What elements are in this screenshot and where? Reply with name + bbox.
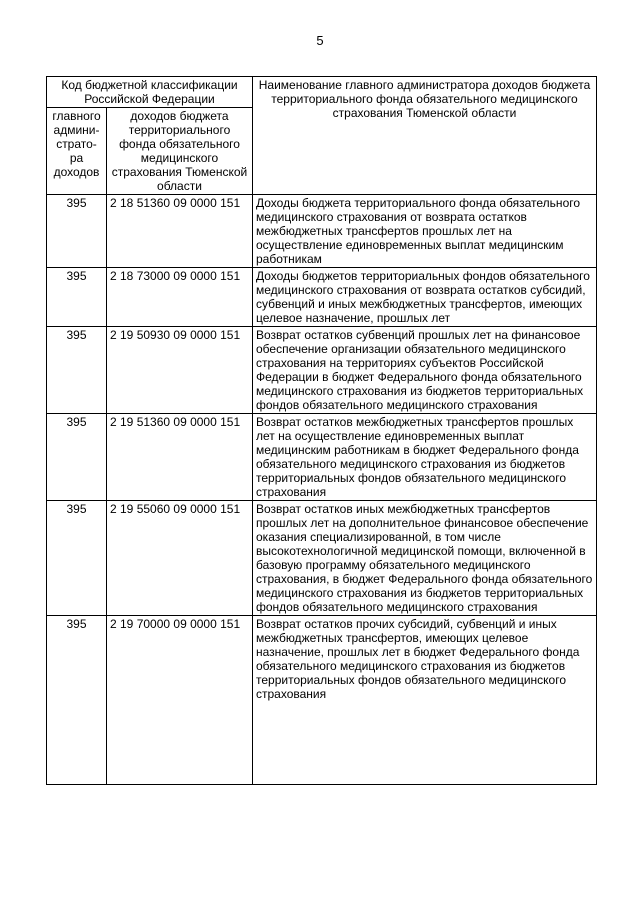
income-code-cell: 2 19 51360 09 0000 151 <box>107 414 253 501</box>
admin-code-cell: 395 <box>47 414 107 501</box>
page-number: 5 <box>316 33 324 48</box>
budget-classification-table <box>46 76 597 785</box>
income-name-cell: Возврат остатков межбюджетных трансфертов прошлых лет на осуществление единовременных выплат медицинским работникам в бюджет Федерального фонда обязательного медицинского страхования из бюджетов территориальных фондов обязательного медицинского страхования <box>253 414 597 501</box>
table-row <box>47 501 597 616</box>
header-income-code: доходов бюджета территориального фонда обязательного медицинского страхования Тюменской области <box>107 108 253 195</box>
table-header-row <box>47 77 597 108</box>
admin-code-cell: 395 <box>47 501 107 616</box>
header-chief-administrator: главного админи-страто-ра доходов <box>47 108 107 195</box>
admin-code-cell: 395 <box>47 195 107 268</box>
table-row <box>47 327 597 414</box>
table-row <box>47 268 597 327</box>
income-name-cell: Доходы бюджетов территориальных фондов обязательного медицинского страхования от возврата остатков субсидий, субвенций и иных межбюджетных трансфертов, имеющих целевое назначение, прошлых лет <box>253 268 597 327</box>
admin-code-cell: 395 <box>47 327 107 414</box>
admin-code-cell: 395 <box>47 616 107 785</box>
admin-code-cell: 395 <box>47 268 107 327</box>
table-row <box>47 616 597 785</box>
income-name-cell: Возврат остатков прочих субсидий, субвенций и иных межбюджетных трансфертов, имеющих целевое назначение, прошлых лет в бюджет Федерального фонда обязательного медицинского страхования из бюджетов территориальных фондов обязательного медицинского страхования <box>253 616 597 785</box>
header-administrator-name: Наименование главного администратора доходов бюджета территориального фонда обязательного медицинского страхования Тюменской области <box>253 77 597 195</box>
income-name-cell: Возврат остатков иных межбюджетных трансфертов прошлых лет на дополнительное финансовое обеспечение оказания специализированной, в том числе высокотехнологичной медицинской помощи, включенной в базовую программу обязательного медицинского страхования, в бюджет Федерального фонда обязательного медицинского страхования из бюджетов территориальных фондов обязательного медицинского страхования <box>253 501 597 616</box>
income-code-cell: 2 19 50930 09 0000 151 <box>107 327 253 414</box>
income-code-cell: 2 18 73000 09 0000 151 <box>107 268 253 327</box>
header-group-classification-code: Код бюджетной классификации Российской Федерации <box>47 77 253 108</box>
table-row <box>47 414 597 501</box>
income-code-cell: 2 19 55060 09 0000 151 <box>107 501 253 616</box>
income-code-cell: 2 18 51360 09 0000 151 <box>107 195 253 268</box>
income-name-cell: Возврат остатков субвенций прошлых лет на финансовое обеспечение организации обязательного медицинского страхования на территориях субъектов Российской Федерации в бюджет Федерального фонда обязательного медицинского страхования из бюджетов территориальных фондов обязательного медицинского страхования <box>253 327 597 414</box>
table-row <box>47 195 597 268</box>
income-name-cell: Доходы бюджета территориального фонда обязательного медицинского страхования от возврата остатков межбюджетных трансфертов прошлых лет на осуществление единовременных выплат медицинским работникам <box>253 195 597 268</box>
income-code-cell: 2 19 70000 09 0000 151 <box>107 616 253 785</box>
